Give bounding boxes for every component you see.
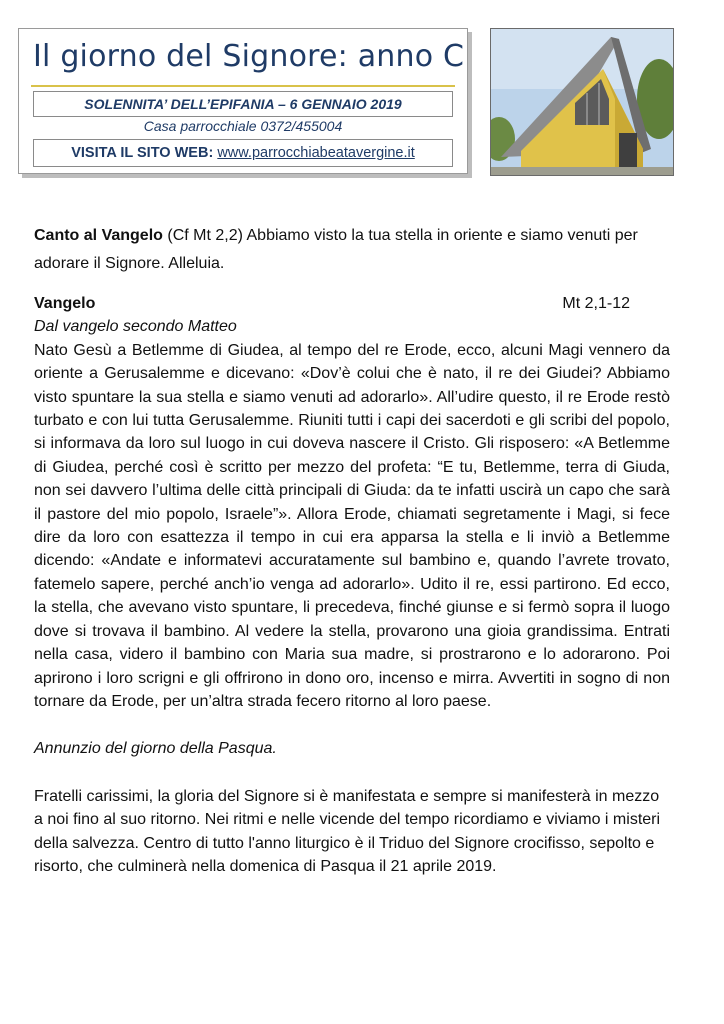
vangelo-text: Nato Gesù a Betlemme di Giudea, al tempo del re Erode, ecco, alcuni Magi vennero da oriente a Gerusalemme e dicevano: «Dov’è colui che è nato, il re dei Giudei? Abbiamo visto spuntare la sua stella e siamo venuti ad adorarlo». All’udire questo, il re Erode restò turbato e con lui tutta Gerusalemme. Riuniti tutti i capi dei sacerdoti e gli scribi del popolo, si informava da loro sul luogo in cui doveva nascere il Cristo. Gli risposero: «A Betlemme di Giudea, perché così è scritto per mezzo del profeta: “E tu, Betlemme, terra di Giuda, non sei davvero l’ultima delle città principali di Giuda: da te infatti uscirà un capo che sarà il pastore del mio popolo, Israele”». Allora Erode, chiamati segretamente i Magi, si fece dire da loro con esattezza il tempo in cui era apparsa la stella e li inviò a Betlemme dicendo: «Andate e informatevi accuratamente sul bambino e, quando l’avrete trovato, fatemelo sapere, perché anch’io venga ad adorarlo». Udito il re, essi partirono. Ed ecco, la stella, che avevano visto spuntare, li precedeva, finché giunse e si fermò sopra il luogo dove si trovava il bambino. Al vedere la stella, provarono una gioia grandissima. Entrati nella casa, videro il bambino con Maria sua madre, si prostrarono e lo adorarono. Poi aprirono i loro scrigni e gli offrirono in dono oro, incenso e mirra. Avvertiti in sogno di non tornare da Erode, per un’altra strada fecero ritorno al loro paese.	[34, 341, 670, 710]
vangelo-source: Dal vangelo secondo Matteo	[34, 318, 237, 336]
church-image	[491, 29, 673, 175]
canto-text: (Cf Mt 2,2) Abbiamo visto la tua stella in oriente e siamo venuti per adorare il Signore. Alleluia.	[34, 227, 638, 272]
vangelo-label: Vangelo	[34, 295, 96, 312]
bulletin-body	[34, 222, 670, 878]
website-label: VISITA IL SITO WEB:	[71, 145, 214, 161]
title-underline	[31, 85, 455, 87]
parish-phone: Casa parrocchiale 0372/455004	[143, 118, 343, 134]
church-photo	[490, 28, 674, 176]
annunzio-heading: Annunzio del giorno della Pasqua.	[34, 740, 277, 758]
vangelo-reference: Mt 2,1-12	[562, 295, 630, 312]
annunzio-text: Fratelli carissimi, la gloria del Signore si è manifestata e sempre si manifesterà in mezzo a noi fino al suo ritorno. Nei ritmi e nelle vicende del tempo ricordiamo e viviamo i misteri della salvezza. Centro di tutto l'anno liturgico è il Triduo del Signore crocifisso, sepolto e risorto, che culminerà nella domenica di Pasqua il 21 aprile 2019.	[34, 787, 661, 875]
church-door	[619, 133, 637, 169]
website-box	[33, 139, 453, 167]
canto-label: Canto al Vangelo	[34, 227, 163, 244]
bulletin-header	[18, 28, 468, 174]
solemnity-subtitle: SOLENNITA’ DELL’EPIFANIA – 6 GENNAIO 2019	[33, 91, 453, 117]
bulletin-title: Il giorno del Signore: anno C	[33, 39, 465, 74]
canto-al-vangelo	[34, 222, 670, 278]
website-link[interactable]: www.parrocchiabeatavergine.it	[217, 145, 415, 161]
vangelo-heading	[34, 292, 670, 315]
ground	[491, 167, 673, 175]
